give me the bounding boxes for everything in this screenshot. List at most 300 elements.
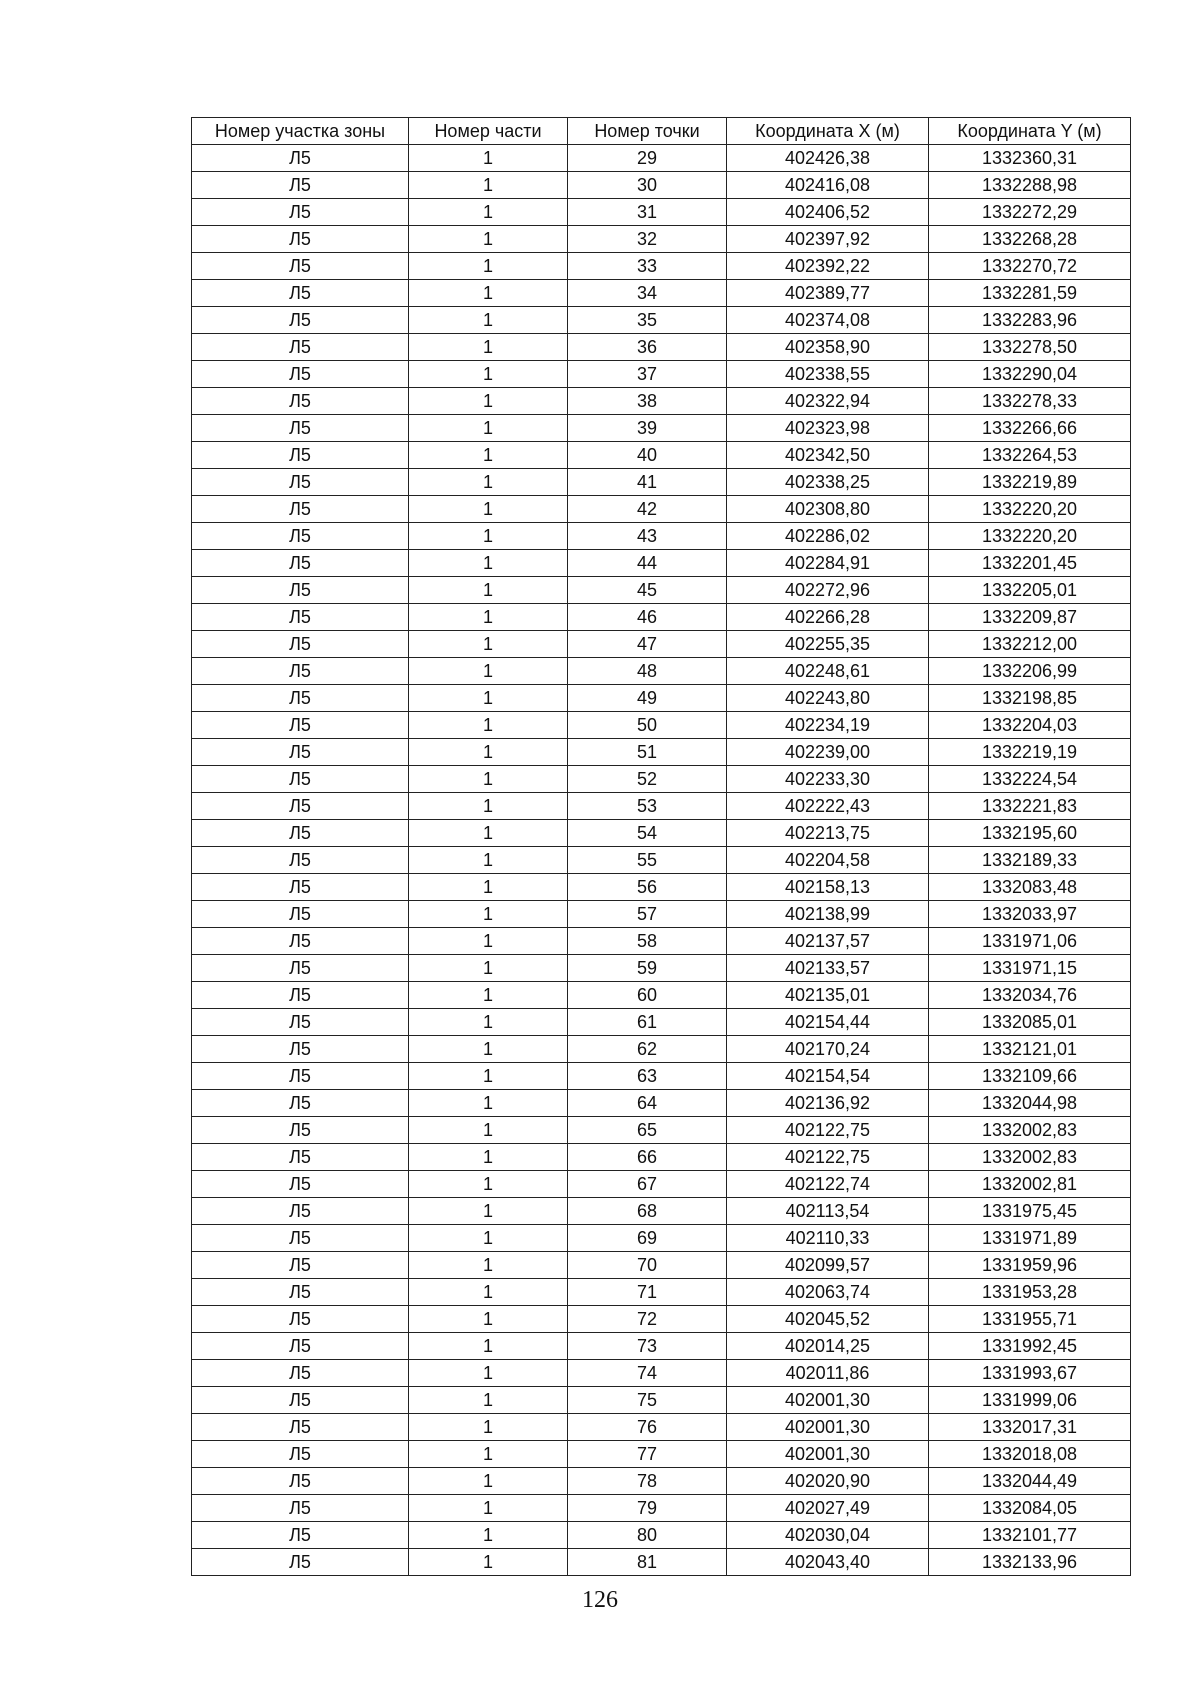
- table-row: [192, 1171, 1131, 1198]
- table-row: [192, 712, 1131, 739]
- cell-coordinate-y: 1331955,71: [929, 1306, 1131, 1333]
- cell-coordinate-x: 402222,43: [727, 793, 929, 820]
- cell-coordinate-x: 402011,86: [727, 1360, 929, 1387]
- cell-zone-section: Л5: [192, 712, 409, 739]
- cell-zone-section: Л5: [192, 334, 409, 361]
- table-row: [192, 307, 1131, 334]
- cell-part-number: 1: [409, 145, 568, 172]
- cell-part-number: 1: [409, 1090, 568, 1117]
- table-row: [192, 766, 1131, 793]
- cell-coordinate-x: 402389,77: [727, 280, 929, 307]
- cell-coordinate-x: 402397,92: [727, 226, 929, 253]
- cell-part-number: 1: [409, 577, 568, 604]
- cell-part-number: 1: [409, 874, 568, 901]
- cell-point-number: 57: [568, 901, 727, 928]
- cell-zone-section: Л5: [192, 1090, 409, 1117]
- cell-part-number: 1: [409, 955, 568, 982]
- table-row: [192, 631, 1131, 658]
- cell-zone-section: Л5: [192, 901, 409, 928]
- table-row: [192, 820, 1131, 847]
- cell-zone-section: Л5: [192, 847, 409, 874]
- cell-point-number: 81: [568, 1549, 727, 1576]
- cell-zone-section: Л5: [192, 1279, 409, 1306]
- cell-coordinate-x: 402338,55: [727, 361, 929, 388]
- cell-part-number: 1: [409, 1252, 568, 1279]
- cell-coordinate-x: 402213,75: [727, 820, 929, 847]
- cell-coordinate-y: 1332278,33: [929, 388, 1131, 415]
- cell-coordinate-y: 1332002,81: [929, 1171, 1131, 1198]
- table-row: [192, 361, 1131, 388]
- cell-zone-section: Л5: [192, 1198, 409, 1225]
- cell-coordinate-x: 402113,54: [727, 1198, 929, 1225]
- table-row: [192, 199, 1131, 226]
- cell-zone-section: Л5: [192, 361, 409, 388]
- cell-zone-section: Л5: [192, 226, 409, 253]
- cell-point-number: 64: [568, 1090, 727, 1117]
- cell-part-number: 1: [409, 172, 568, 199]
- cell-coordinate-x: 402266,28: [727, 604, 929, 631]
- cell-coordinate-y: 1332205,01: [929, 577, 1131, 604]
- table-row: [192, 955, 1131, 982]
- cell-part-number: 1: [409, 1468, 568, 1495]
- cell-point-number: 40: [568, 442, 727, 469]
- cell-zone-section: Л5: [192, 1171, 409, 1198]
- cell-zone-section: Л5: [192, 442, 409, 469]
- cell-coordinate-x: 402170,24: [727, 1036, 929, 1063]
- cell-zone-section: Л5: [192, 1387, 409, 1414]
- cell-zone-section: Л5: [192, 955, 409, 982]
- table-row: [192, 874, 1131, 901]
- cell-point-number: 51: [568, 739, 727, 766]
- cell-coordinate-y: 1332220,20: [929, 523, 1131, 550]
- table-row: [192, 1036, 1131, 1063]
- cell-zone-section: Л5: [192, 1306, 409, 1333]
- cell-zone-section: Л5: [192, 1009, 409, 1036]
- table-row: [192, 1009, 1131, 1036]
- cell-zone-section: Л5: [192, 1225, 409, 1252]
- cell-point-number: 54: [568, 820, 727, 847]
- cell-coordinate-x: 402239,00: [727, 739, 929, 766]
- cell-zone-section: Л5: [192, 685, 409, 712]
- cell-coordinate-y: 1332002,83: [929, 1144, 1131, 1171]
- cell-part-number: 1: [409, 793, 568, 820]
- cell-part-number: 1: [409, 1225, 568, 1252]
- cell-coordinate-y: 1332288,98: [929, 172, 1131, 199]
- cell-coordinate-y: 1332017,31: [929, 1414, 1131, 1441]
- cell-zone-section: Л5: [192, 820, 409, 847]
- cell-zone-section: Л5: [192, 658, 409, 685]
- cell-point-number: 53: [568, 793, 727, 820]
- cell-coordinate-x: 402027,49: [727, 1495, 929, 1522]
- cell-coordinate-y: 1331993,67: [929, 1360, 1131, 1387]
- cell-point-number: 30: [568, 172, 727, 199]
- cell-point-number: 66: [568, 1144, 727, 1171]
- cell-coordinate-y: 1332195,60: [929, 820, 1131, 847]
- cell-part-number: 1: [409, 523, 568, 550]
- table-row: [192, 1360, 1131, 1387]
- cell-coordinate-y: 1332224,54: [929, 766, 1131, 793]
- cell-coordinate-x: 402063,74: [727, 1279, 929, 1306]
- cell-point-number: 38: [568, 388, 727, 415]
- table-row: [192, 1468, 1131, 1495]
- cell-zone-section: Л5: [192, 793, 409, 820]
- cell-coordinate-y: 1332360,31: [929, 145, 1131, 172]
- cell-point-number: 79: [568, 1495, 727, 1522]
- cell-coordinate-x: 402272,96: [727, 577, 929, 604]
- cell-part-number: 1: [409, 1441, 568, 1468]
- cell-part-number: 1: [409, 1036, 568, 1063]
- cell-zone-section: Л5: [192, 1522, 409, 1549]
- cell-coordinate-x: 402158,13: [727, 874, 929, 901]
- cell-zone-section: Л5: [192, 550, 409, 577]
- cell-coordinate-y: 1332281,59: [929, 280, 1131, 307]
- cell-point-number: 44: [568, 550, 727, 577]
- cell-part-number: 1: [409, 1549, 568, 1576]
- table-row: [192, 1441, 1131, 1468]
- cell-zone-section: Л5: [192, 1333, 409, 1360]
- cell-point-number: 77: [568, 1441, 727, 1468]
- cell-point-number: 45: [568, 577, 727, 604]
- cell-coordinate-y: 1332133,96: [929, 1549, 1131, 1576]
- cell-point-number: 55: [568, 847, 727, 874]
- cell-part-number: 1: [409, 1198, 568, 1225]
- cell-point-number: 37: [568, 361, 727, 388]
- cell-zone-section: Л5: [192, 496, 409, 523]
- cell-coordinate-x: 402001,30: [727, 1387, 929, 1414]
- cell-part-number: 1: [409, 469, 568, 496]
- cell-coordinate-y: 1331975,45: [929, 1198, 1131, 1225]
- cell-part-number: 1: [409, 901, 568, 928]
- cell-point-number: 76: [568, 1414, 727, 1441]
- cell-point-number: 32: [568, 226, 727, 253]
- cell-part-number: 1: [409, 1117, 568, 1144]
- cell-point-number: 72: [568, 1306, 727, 1333]
- table-row: [192, 1063, 1131, 1090]
- cell-coordinate-x: 402374,08: [727, 307, 929, 334]
- cell-point-number: 52: [568, 766, 727, 793]
- table-row: [192, 388, 1131, 415]
- cell-part-number: 1: [409, 442, 568, 469]
- table-row: [192, 550, 1131, 577]
- table-row: [192, 334, 1131, 361]
- table-row: [192, 415, 1131, 442]
- cell-point-number: 47: [568, 631, 727, 658]
- cell-part-number: 1: [409, 1360, 568, 1387]
- table-row: [192, 658, 1131, 685]
- cell-coordinate-y: 1332044,49: [929, 1468, 1131, 1495]
- cell-zone-section: Л5: [192, 631, 409, 658]
- cell-coordinate-y: 1332266,66: [929, 415, 1131, 442]
- table-row: [192, 982, 1131, 1009]
- cell-part-number: 1: [409, 280, 568, 307]
- cell-point-number: 68: [568, 1198, 727, 1225]
- table-row: [192, 1414, 1131, 1441]
- cell-coordinate-x: 402138,99: [727, 901, 929, 928]
- cell-point-number: 60: [568, 982, 727, 1009]
- cell-point-number: 71: [568, 1279, 727, 1306]
- cell-zone-section: Л5: [192, 604, 409, 631]
- cell-coordinate-x: 402416,08: [727, 172, 929, 199]
- cell-zone-section: Л5: [192, 928, 409, 955]
- cell-point-number: 41: [568, 469, 727, 496]
- cell-coordinate-y: 1331959,96: [929, 1252, 1131, 1279]
- cell-zone-section: Л5: [192, 172, 409, 199]
- cell-point-number: 36: [568, 334, 727, 361]
- cell-coordinate-x: 402243,80: [727, 685, 929, 712]
- cell-coordinate-x: 402154,44: [727, 1009, 929, 1036]
- table-row: [192, 172, 1131, 199]
- cell-point-number: 29: [568, 145, 727, 172]
- cell-coordinate-x: 402322,94: [727, 388, 929, 415]
- cell-zone-section: Л5: [192, 1360, 409, 1387]
- cell-part-number: 1: [409, 1387, 568, 1414]
- cell-point-number: 56: [568, 874, 727, 901]
- table-row: [192, 523, 1131, 550]
- cell-coordinate-x: 402154,54: [727, 1063, 929, 1090]
- cell-coordinate-y: 1332189,33: [929, 847, 1131, 874]
- cell-coordinate-y: 1331971,15: [929, 955, 1131, 982]
- cell-coordinate-x: 402045,52: [727, 1306, 929, 1333]
- cell-coordinate-y: 1331971,06: [929, 928, 1131, 955]
- cell-zone-section: Л5: [192, 145, 409, 172]
- cell-part-number: 1: [409, 1306, 568, 1333]
- cell-coordinate-x: 402255,35: [727, 631, 929, 658]
- table-row: [192, 847, 1131, 874]
- table-row: [192, 739, 1131, 766]
- table-row: [192, 685, 1131, 712]
- cell-zone-section: Л5: [192, 1495, 409, 1522]
- cell-point-number: 34: [568, 280, 727, 307]
- table-row: [192, 469, 1131, 496]
- table-row: [192, 496, 1131, 523]
- cell-part-number: 1: [409, 1333, 568, 1360]
- cell-coordinate-y: 1332121,01: [929, 1036, 1131, 1063]
- cell-coordinate-y: 1332084,05: [929, 1495, 1131, 1522]
- cell-point-number: 75: [568, 1387, 727, 1414]
- cell-coordinate-x: 402001,30: [727, 1414, 929, 1441]
- cell-coordinate-y: 1332109,66: [929, 1063, 1131, 1090]
- header-coordinate-y: Координата Y (м): [929, 118, 1131, 145]
- cell-part-number: 1: [409, 1171, 568, 1198]
- cell-coordinate-y: 1332085,01: [929, 1009, 1131, 1036]
- cell-zone-section: Л5: [192, 469, 409, 496]
- table-row: [192, 1117, 1131, 1144]
- cell-point-number: 61: [568, 1009, 727, 1036]
- table-row: [192, 442, 1131, 469]
- cell-point-number: 62: [568, 1036, 727, 1063]
- cell-coordinate-x: 402248,61: [727, 658, 929, 685]
- cell-point-number: 59: [568, 955, 727, 982]
- cell-zone-section: Л5: [192, 1036, 409, 1063]
- cell-zone-section: Л5: [192, 1144, 409, 1171]
- cell-point-number: 31: [568, 199, 727, 226]
- table-row: [192, 1279, 1131, 1306]
- cell-coordinate-y: 1332270,72: [929, 253, 1131, 280]
- cell-part-number: 1: [409, 1414, 568, 1441]
- cell-zone-section: Л5: [192, 766, 409, 793]
- cell-part-number: 1: [409, 766, 568, 793]
- table-body: [192, 145, 1131, 1576]
- cell-coordinate-x: 402234,19: [727, 712, 929, 739]
- cell-coordinate-x: 402133,57: [727, 955, 929, 982]
- cell-coordinate-y: 1332219,19: [929, 739, 1131, 766]
- cell-zone-section: Л5: [192, 1252, 409, 1279]
- cell-coordinate-x: 402110,33: [727, 1225, 929, 1252]
- cell-coordinate-y: 1331992,45: [929, 1333, 1131, 1360]
- table-row: [192, 1549, 1131, 1576]
- cell-coordinate-x: 402122,74: [727, 1171, 929, 1198]
- cell-coordinate-x: 402014,25: [727, 1333, 929, 1360]
- cell-part-number: 1: [409, 685, 568, 712]
- cell-point-number: 67: [568, 1171, 727, 1198]
- cell-coordinate-y: 1332033,97: [929, 901, 1131, 928]
- cell-point-number: 70: [568, 1252, 727, 1279]
- cell-zone-section: Л5: [192, 1414, 409, 1441]
- cell-coordinate-x: 402233,30: [727, 766, 929, 793]
- cell-coordinate-y: 1331999,06: [929, 1387, 1131, 1414]
- cell-coordinate-x: 402426,38: [727, 145, 929, 172]
- cell-point-number: 33: [568, 253, 727, 280]
- cell-coordinate-y: 1332221,83: [929, 793, 1131, 820]
- cell-part-number: 1: [409, 334, 568, 361]
- cell-part-number: 1: [409, 388, 568, 415]
- cell-coordinate-x: 402043,40: [727, 1549, 929, 1576]
- cell-part-number: 1: [409, 982, 568, 1009]
- cell-part-number: 1: [409, 1495, 568, 1522]
- cell-coordinate-x: 402136,92: [727, 1090, 929, 1117]
- cell-part-number: 1: [409, 631, 568, 658]
- cell-coordinate-y: 1332212,00: [929, 631, 1131, 658]
- cell-zone-section: Л5: [192, 1063, 409, 1090]
- cell-point-number: 49: [568, 685, 727, 712]
- cell-zone-section: Л5: [192, 199, 409, 226]
- cell-point-number: 48: [568, 658, 727, 685]
- cell-point-number: 43: [568, 523, 727, 550]
- cell-part-number: 1: [409, 1279, 568, 1306]
- cell-part-number: 1: [409, 604, 568, 631]
- cell-coordinate-x: 402323,98: [727, 415, 929, 442]
- cell-coordinate-y: 1332278,50: [929, 334, 1131, 361]
- cell-coordinate-x: 402284,91: [727, 550, 929, 577]
- table-row: [192, 1387, 1131, 1414]
- cell-coordinate-y: 1332209,87: [929, 604, 1131, 631]
- cell-coordinate-y: 1332220,20: [929, 496, 1131, 523]
- cell-coordinate-x: 402338,25: [727, 469, 929, 496]
- cell-part-number: 1: [409, 928, 568, 955]
- cell-coordinate-y: 1331953,28: [929, 1279, 1131, 1306]
- cell-coordinate-y: 1332204,03: [929, 712, 1131, 739]
- cell-zone-section: Л5: [192, 874, 409, 901]
- cell-part-number: 1: [409, 1009, 568, 1036]
- cell-coordinate-x: 402286,02: [727, 523, 929, 550]
- header-coordinate-x: Координата X (м): [727, 118, 929, 145]
- cell-coordinate-y: 1332198,85: [929, 685, 1131, 712]
- table-row: [192, 1225, 1131, 1252]
- table-header: [192, 118, 1131, 145]
- page-number: 126: [582, 1587, 618, 1613]
- cell-coordinate-x: 402204,58: [727, 847, 929, 874]
- table-row: [192, 253, 1131, 280]
- cell-coordinate-y: 1332101,77: [929, 1522, 1131, 1549]
- table-row: [192, 793, 1131, 820]
- cell-part-number: 1: [409, 550, 568, 577]
- cell-coordinate-x: 402122,75: [727, 1144, 929, 1171]
- cell-zone-section: Л5: [192, 1441, 409, 1468]
- cell-zone-section: Л5: [192, 1468, 409, 1495]
- cell-part-number: 1: [409, 253, 568, 280]
- table-row: [192, 1252, 1131, 1279]
- table-row: [192, 145, 1131, 172]
- table-row: [192, 280, 1131, 307]
- cell-zone-section: Л5: [192, 982, 409, 1009]
- cell-part-number: 1: [409, 847, 568, 874]
- cell-part-number: 1: [409, 361, 568, 388]
- cell-coordinate-y: 1332201,45: [929, 550, 1131, 577]
- cell-point-number: 80: [568, 1522, 727, 1549]
- cell-coordinate-y: 1332002,83: [929, 1117, 1131, 1144]
- cell-coordinate-x: 402137,57: [727, 928, 929, 955]
- cell-part-number: 1: [409, 658, 568, 685]
- cell-point-number: 35: [568, 307, 727, 334]
- cell-coordinate-y: 1332083,48: [929, 874, 1131, 901]
- cell-coordinate-x: 402358,90: [727, 334, 929, 361]
- header-zone-section: Номер участка зоны: [192, 118, 409, 145]
- cell-zone-section: Л5: [192, 577, 409, 604]
- cell-part-number: 1: [409, 1522, 568, 1549]
- cell-coordinate-y: 1331971,89: [929, 1225, 1131, 1252]
- cell-zone-section: Л5: [192, 253, 409, 280]
- cell-coordinate-x: 402135,01: [727, 982, 929, 1009]
- cell-zone-section: Л5: [192, 739, 409, 766]
- cell-part-number: 1: [409, 820, 568, 847]
- cell-coordinate-y: 1332018,08: [929, 1441, 1131, 1468]
- cell-zone-section: Л5: [192, 1117, 409, 1144]
- cell-part-number: 1: [409, 739, 568, 766]
- cell-point-number: 65: [568, 1117, 727, 1144]
- cell-coordinate-y: 1332272,29: [929, 199, 1131, 226]
- cell-zone-section: Л5: [192, 523, 409, 550]
- cell-coordinate-x: 402392,22: [727, 253, 929, 280]
- cell-coordinate-y: 1332044,98: [929, 1090, 1131, 1117]
- cell-coordinate-y: 1332219,89: [929, 469, 1131, 496]
- cell-coordinate-y: 1332283,96: [929, 307, 1131, 334]
- cell-zone-section: Л5: [192, 388, 409, 415]
- cell-zone-section: Л5: [192, 307, 409, 334]
- cell-part-number: 1: [409, 1063, 568, 1090]
- cell-coordinate-x: 402308,80: [727, 496, 929, 523]
- cell-coordinate-x: 402342,50: [727, 442, 929, 469]
- cell-part-number: 1: [409, 199, 568, 226]
- cell-point-number: 73: [568, 1333, 727, 1360]
- cell-part-number: 1: [409, 307, 568, 334]
- cell-coordinate-y: 1332206,99: [929, 658, 1131, 685]
- cell-point-number: 69: [568, 1225, 727, 1252]
- cell-coordinate-x: 402020,90: [727, 1468, 929, 1495]
- cell-coordinate-x: 402099,57: [727, 1252, 929, 1279]
- cell-coordinate-y: 1332268,28: [929, 226, 1131, 253]
- table-row: [192, 1495, 1131, 1522]
- table-row: [192, 928, 1131, 955]
- table-row: [192, 604, 1131, 631]
- cell-point-number: 42: [568, 496, 727, 523]
- cell-zone-section: Л5: [192, 415, 409, 442]
- cell-part-number: 1: [409, 712, 568, 739]
- table-row: [192, 1144, 1131, 1171]
- cell-coordinate-x: 402406,52: [727, 199, 929, 226]
- cell-part-number: 1: [409, 415, 568, 442]
- cell-part-number: 1: [409, 496, 568, 523]
- table-row: [192, 1522, 1131, 1549]
